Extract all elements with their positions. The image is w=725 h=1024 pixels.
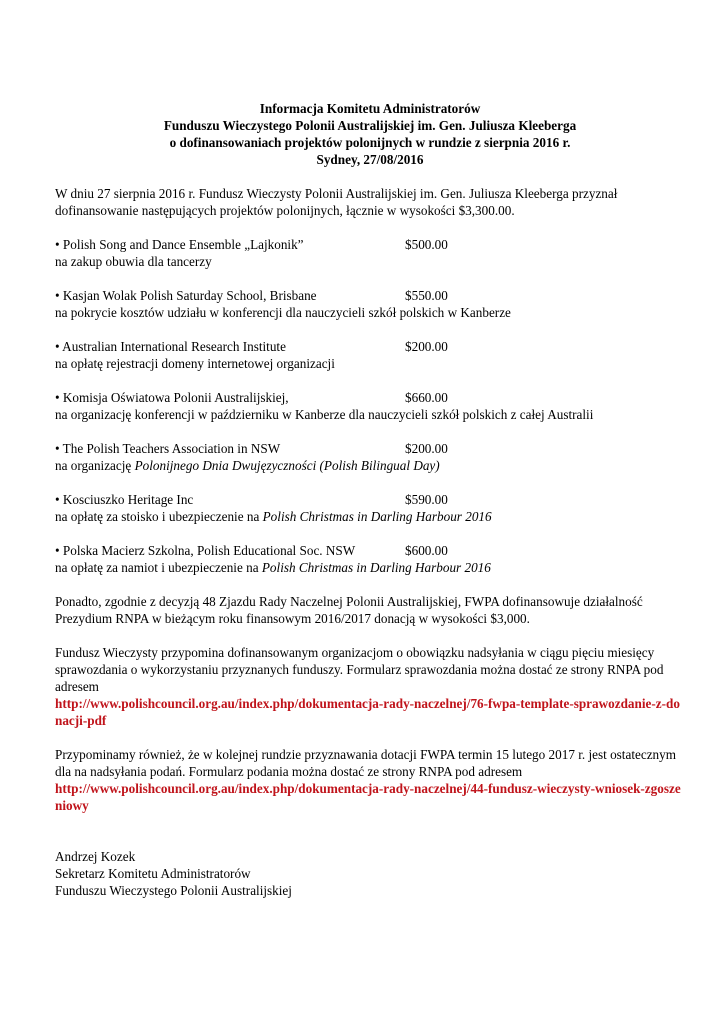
grant-item-line	[55, 491, 685, 508]
grant-purpose	[55, 559, 685, 576]
signature-block	[55, 848, 685, 899]
reminder-paragraph	[55, 644, 685, 729]
grant-purpose-text: na organizację	[55, 458, 135, 473]
reminder-text: Fundusz Wieczysty przypomina dofinansowanym organizacjom o obowiązku nadsyłania w ciągu pięciu miesięcy sprawozdania o wykorzystaniu przyznanych funduszy. Formularz sprawozdania można dostać ze strony RNPA pod adresem	[55, 645, 664, 694]
title-line-2: Funduszu Wieczystego Polonii Australijskiej im. Gen. Juliusza Kleeberga	[163, 118, 577, 133]
grant-item	[55, 389, 685, 423]
grant-purpose-text: na opłatę za namiot i ubezpieczenie na	[55, 560, 262, 575]
title-line-3: o dofinansowaniach projektów polonijnych w rundzie z sierpnia 2016 r.	[169, 135, 571, 150]
grant-purpose	[55, 457, 685, 474]
grant-purpose-event: Polish Christmas in Darling Harbour 2016	[261, 560, 491, 575]
grant-purpose	[55, 355, 685, 372]
grant-organization: • Kasjan Wolak Polish Saturday School, Brisbane	[55, 288, 317, 303]
grant-item-line	[55, 338, 685, 355]
grant-amount: $500.00	[405, 237, 448, 252]
grant-purpose	[55, 508, 685, 525]
grant-amount: $550.00	[405, 288, 448, 303]
deadline-text: Przypominamy również, że w kolejnej rundzie przyznawania dotacji FWPA termin 15 lutego 2017 r. jest ostatecznym dla na nadsyłania podań. Formularz podania można dostać ze strony RNPA pod adresem	[55, 747, 676, 779]
grant-purpose	[55, 304, 685, 321]
title-date: Sydney, 27/08/2016	[316, 152, 424, 167]
grant-organization: • Komisja Oświatowa Polonii Australijskiej,	[55, 390, 289, 405]
grant-purpose	[55, 253, 685, 270]
grant-purpose-event: Polonijnego Dnia Dwujęzyczności (Polish Bilingual Day)	[134, 458, 440, 473]
grant-organization: • The Polish Teachers Association in NSW	[55, 441, 281, 456]
grant-amount: $200.00	[405, 441, 448, 456]
grant-purpose-text: na organizację konferencji w październiku w Kanberze dla nauczycieli szkół polskich z całej Australii	[55, 407, 594, 422]
grant-organization: • Polska Macierz Szkolna, Polish Educational Soc. NSW	[55, 543, 356, 558]
report-form-link[interactable]: http://www.polishcouncil.org.au/index.php/dokumentacja-rady-naczelnej/76-fwpa-template-sprawozdanie-z-donacji-pdf	[55, 696, 680, 728]
grant-amount: $200.00	[405, 339, 448, 354]
grant-item-line	[55, 389, 685, 406]
grant-purpose-text: na zakup obuwia dla tancerzy	[55, 254, 212, 269]
grant-item-line	[55, 542, 685, 559]
grant-item	[55, 287, 685, 321]
grant-item	[55, 236, 685, 270]
deadline-paragraph	[55, 746, 685, 814]
grant-organization: • Polish Song and Dance Ensemble „Lajkonik”	[55, 237, 304, 252]
signature-role: Sekretarz Komitetu Administratorów	[55, 866, 251, 881]
grant-item	[55, 440, 685, 474]
application-form-link[interactable]: http://www.polishcouncil.org.au/index.php/dokumentacja-rady-naczelnej/44-fundusz-wieczysty-wniosek-zgoszeniowy	[55, 781, 681, 813]
grant-item	[55, 338, 685, 372]
grant-purpose-event: Polish Christmas in Darling Harbour 2016	[262, 509, 492, 524]
grant-amount: $600.00	[405, 543, 448, 558]
document-title	[55, 100, 685, 168]
grant-item	[55, 491, 685, 525]
presidium-paragraph: Ponadto, zgodnie z decyzją 48 Zjazdu Rady Naczelnej Polonii Australijskiej, FWPA dofinansowuje działalność Prezydium RNPA w bieżącym roku finansowym 2016/2017 donacją w wysokości $3,000.	[55, 594, 643, 626]
title-line-1: Informacja Komitetu Administratorów	[259, 101, 481, 116]
grant-list	[55, 236, 685, 576]
grant-item-line	[55, 236, 685, 253]
grant-purpose-text: na pokrycie kosztów udziału w konferencji dla nauczycieli szkół polskich w Kanberze	[55, 305, 511, 320]
grant-purpose-text: na opłatę za stoisko i ubezpieczenie na	[55, 509, 263, 524]
grant-organization: • Australian International Research Institute	[55, 339, 286, 354]
grant-amount: $660.00	[405, 390, 448, 405]
grant-item-line	[55, 440, 685, 457]
grant-item-line	[55, 287, 685, 304]
grant-item	[55, 542, 685, 576]
signature-name: Andrzej Kozek	[55, 849, 136, 864]
grant-purpose-text: na opłatę rejestracji domeny internetowej organizacji	[55, 356, 335, 371]
grant-organization: • Kosciuszko Heritage Inc	[55, 492, 194, 507]
signature-org: Funduszu Wieczystego Polonii Australijskiej	[55, 883, 292, 898]
intro-paragraph: W dniu 27 sierpnia 2016 r. Fundusz Wieczysty Polonii Australijskiej im. Gen. Juliusza Kleeberga przyznał dofinansowanie następujących projektów polonijnych, łącznie w wysokości $3,300.00.	[55, 186, 618, 218]
grant-purpose	[55, 406, 685, 423]
grant-amount: $590.00	[405, 492, 448, 507]
